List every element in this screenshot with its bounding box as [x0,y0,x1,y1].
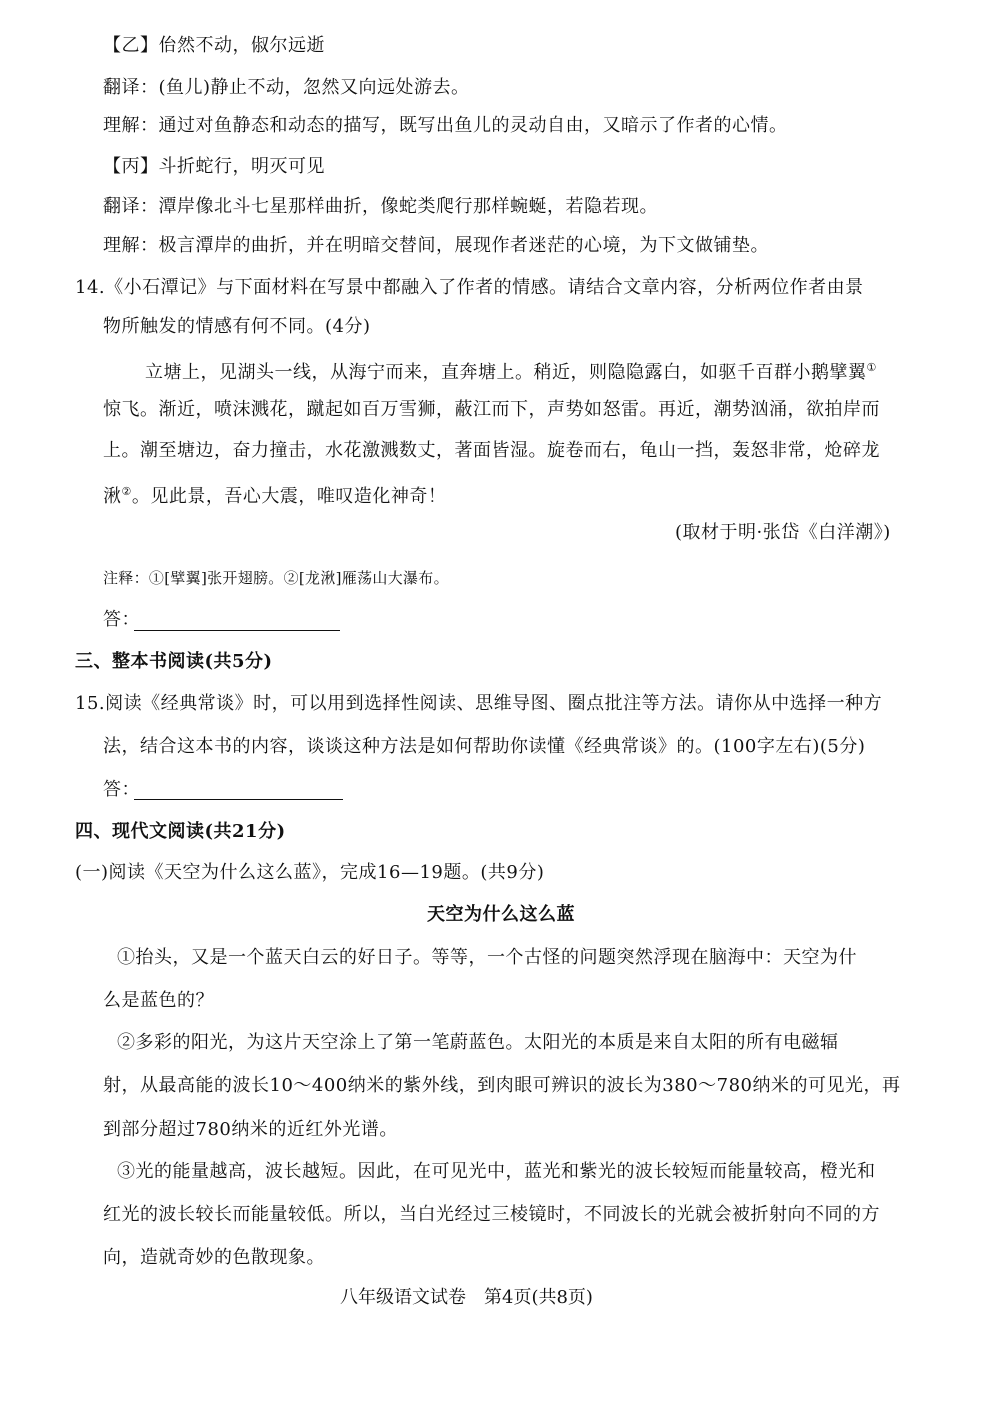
item-yi-understanding: 理解：通过对鱼静态和动态的描写，既写出鱼儿的灵动自由，又暗示了作者的心情。 [103,115,788,136]
material-line-3: 上。潮至塘边，奋力撞击，水花激溅数丈，著面皆湿。旋卷而右，龟山一挡，轰怒非常，炝碎龙 [103,440,880,461]
question-14-line-1: 14.《小石潭记》与下面材料在写景中都融入了作者的情感。请结合文章内容，分析两位作者由景 [75,277,864,298]
material-line-4-a: 湫 [103,486,122,507]
item-yi-translation: 翻译：(鱼儿)静止不动，忽然又向远处游去。 [103,77,470,98]
material-line-1-text: 立塘上，见湖头一线，从海宁而来，直奔塘上。稍近，则隐隐露白，如驱千百群小鹅擘翼 [145,362,867,383]
question-14-line-2: 物所触发的情感有何不同。(4分) [103,316,371,337]
material-line-4-b: 。见此景，吾心大震，唯叹造化神奇！ [131,486,447,507]
subsection-1-heading: (一)阅读《天空为什么这么蓝》，完成16—19题。(共9分) [75,862,545,883]
material-notes: 注释：①[擘翼]张开翅膀。②[龙湫]雁荡山大瀑布。 [103,569,449,587]
answer-label-15: 答： [103,779,140,800]
paragraph-1-line-1: ①抬头，又是一个蓝天白云的好日子。等等，一个古怪的问题突然浮现在脑海中：天空为什 [117,947,857,968]
paragraph-2-line-1: ②多彩的阳光，为这片天空涂上了第一笔蔚蓝色。太阳光的本质是来自太阳的所有电磁辐 [117,1032,839,1053]
footnote-mark-1: ① [866,361,877,374]
item-bing-understanding: 理解：极言潭岸的曲折，并在明暗交替间，展现作者迷茫的心境，为下文做铺垫。 [103,235,769,256]
paragraph-2-line-3: 到部分超过780纳米的近红外光谱。 [103,1119,398,1140]
material-line-2: 惊飞。渐近，喷沫溅花，蹴起如百万雪狮，蔽江而下，声势如怒雷。再近，潮势汹涌，欲拍岸而 [103,399,880,420]
answer-label-14: 答： [103,609,140,630]
section-4-heading: 四、现代文阅读(共21分) [75,821,286,842]
paragraph-3-line-1: ③光的能量越高，波长越短。因此，在可见光中，蓝光和紫光的波长较短而能量较高，橙光和 [117,1161,876,1182]
footnote-mark-2: ② [121,485,132,498]
answer-blank-15[interactable] [134,799,343,800]
item-bing-quote: 【丙】斗折蛇行，明灭可见 [103,156,325,177]
paragraph-1-line-2: 么是蓝色的？ [103,990,214,1011]
material-line-1 [145,356,877,385]
question-15-line-1: 15.阅读《经典常谈》时，可以用到选择性阅读、思维导图、圈点批注等方法。请你从中选择一种方 [75,693,883,714]
item-bing-translation: 翻译：潭岸像北斗七星那样曲折，像蛇类爬行那样蜿蜒，若隐若现。 [103,196,658,217]
answer-blank-14[interactable] [134,630,340,631]
paragraph-2-line-2: 射，从最高能的波长10～400纳米的紫外线，到肉眼可辨识的波长为380～780纳米的可见光，再 [103,1075,901,1096]
question-15-line-2: 法，结合这本书的内容，谈谈这种方法是如何帮助你读懂《经典常谈》的。(100字左右)(5分) [103,736,866,757]
material-line-4 [103,480,446,509]
material-source: (取材于明·张岱《白洋潮》) [675,522,891,543]
paragraph-3-line-3: 向，造就奇妙的色散现象。 [103,1247,325,1268]
paragraph-3-line-2: 红光的波长较长而能量较低。所以，当白光经过三棱镜时，不同波长的光就会被折射向不同的方 [103,1204,880,1225]
page-footer: 八年级语文试卷 第4页(共8页) [340,1287,593,1308]
item-yi-quote: 【乙】佁然不动，俶尔远逝 [103,35,325,56]
article-title: 天空为什么这么蓝 [427,904,575,925]
section-3-heading: 三、整本书阅读(共5分) [75,651,273,672]
